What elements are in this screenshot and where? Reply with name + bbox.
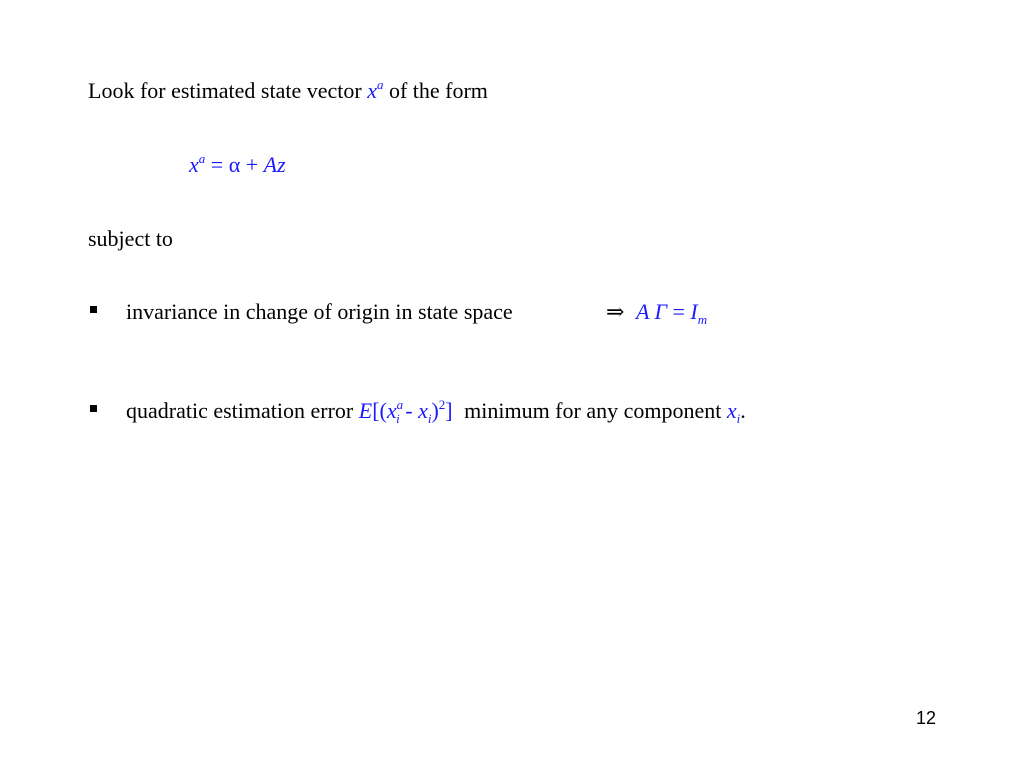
- bullet-2-text: quadratic estimation error: [126, 398, 354, 423]
- bullet-1-line: [126, 299, 513, 325]
- page-number: 12: [915, 708, 936, 728]
- bullet-2-period: .: [740, 398, 746, 423]
- bullet-1-text: invariance in change of origin in state space: [126, 299, 513, 324]
- error-expression: $E[(x^a_i - x_i)^2]$: [358, 397, 453, 426]
- implies-symbol: ⇒: [606, 299, 625, 324]
- bullet-marker-2: [90, 405, 97, 412]
- intro-line: [88, 78, 488, 104]
- intro-text: Look for estimated state vector: [88, 78, 362, 103]
- subject-to-line: subject to: [88, 226, 173, 251]
- bullet-2-tail: minimum for any component: [464, 398, 722, 423]
- bullet-marker-1: [90, 306, 97, 313]
- equation-alpha: α: [228, 152, 241, 177]
- constraint-equation: A $\Gamma = I_m$: [635, 299, 708, 327]
- bullet-2-line: [126, 398, 746, 424]
- estimator-equation: [189, 152, 286, 178]
- component-symbol: $x_i$: [726, 398, 741, 426]
- equation-rhs: Az: [263, 152, 286, 177]
- equation-plus: +: [245, 152, 259, 177]
- equation-lhs: $x^a$: [189, 151, 206, 177]
- bullet-1-result: [606, 299, 707, 325]
- equation-equals: =: [210, 152, 224, 177]
- intro-tail: of the form: [388, 78, 488, 103]
- state-vector-symbol: $x^a$: [367, 77, 384, 103]
